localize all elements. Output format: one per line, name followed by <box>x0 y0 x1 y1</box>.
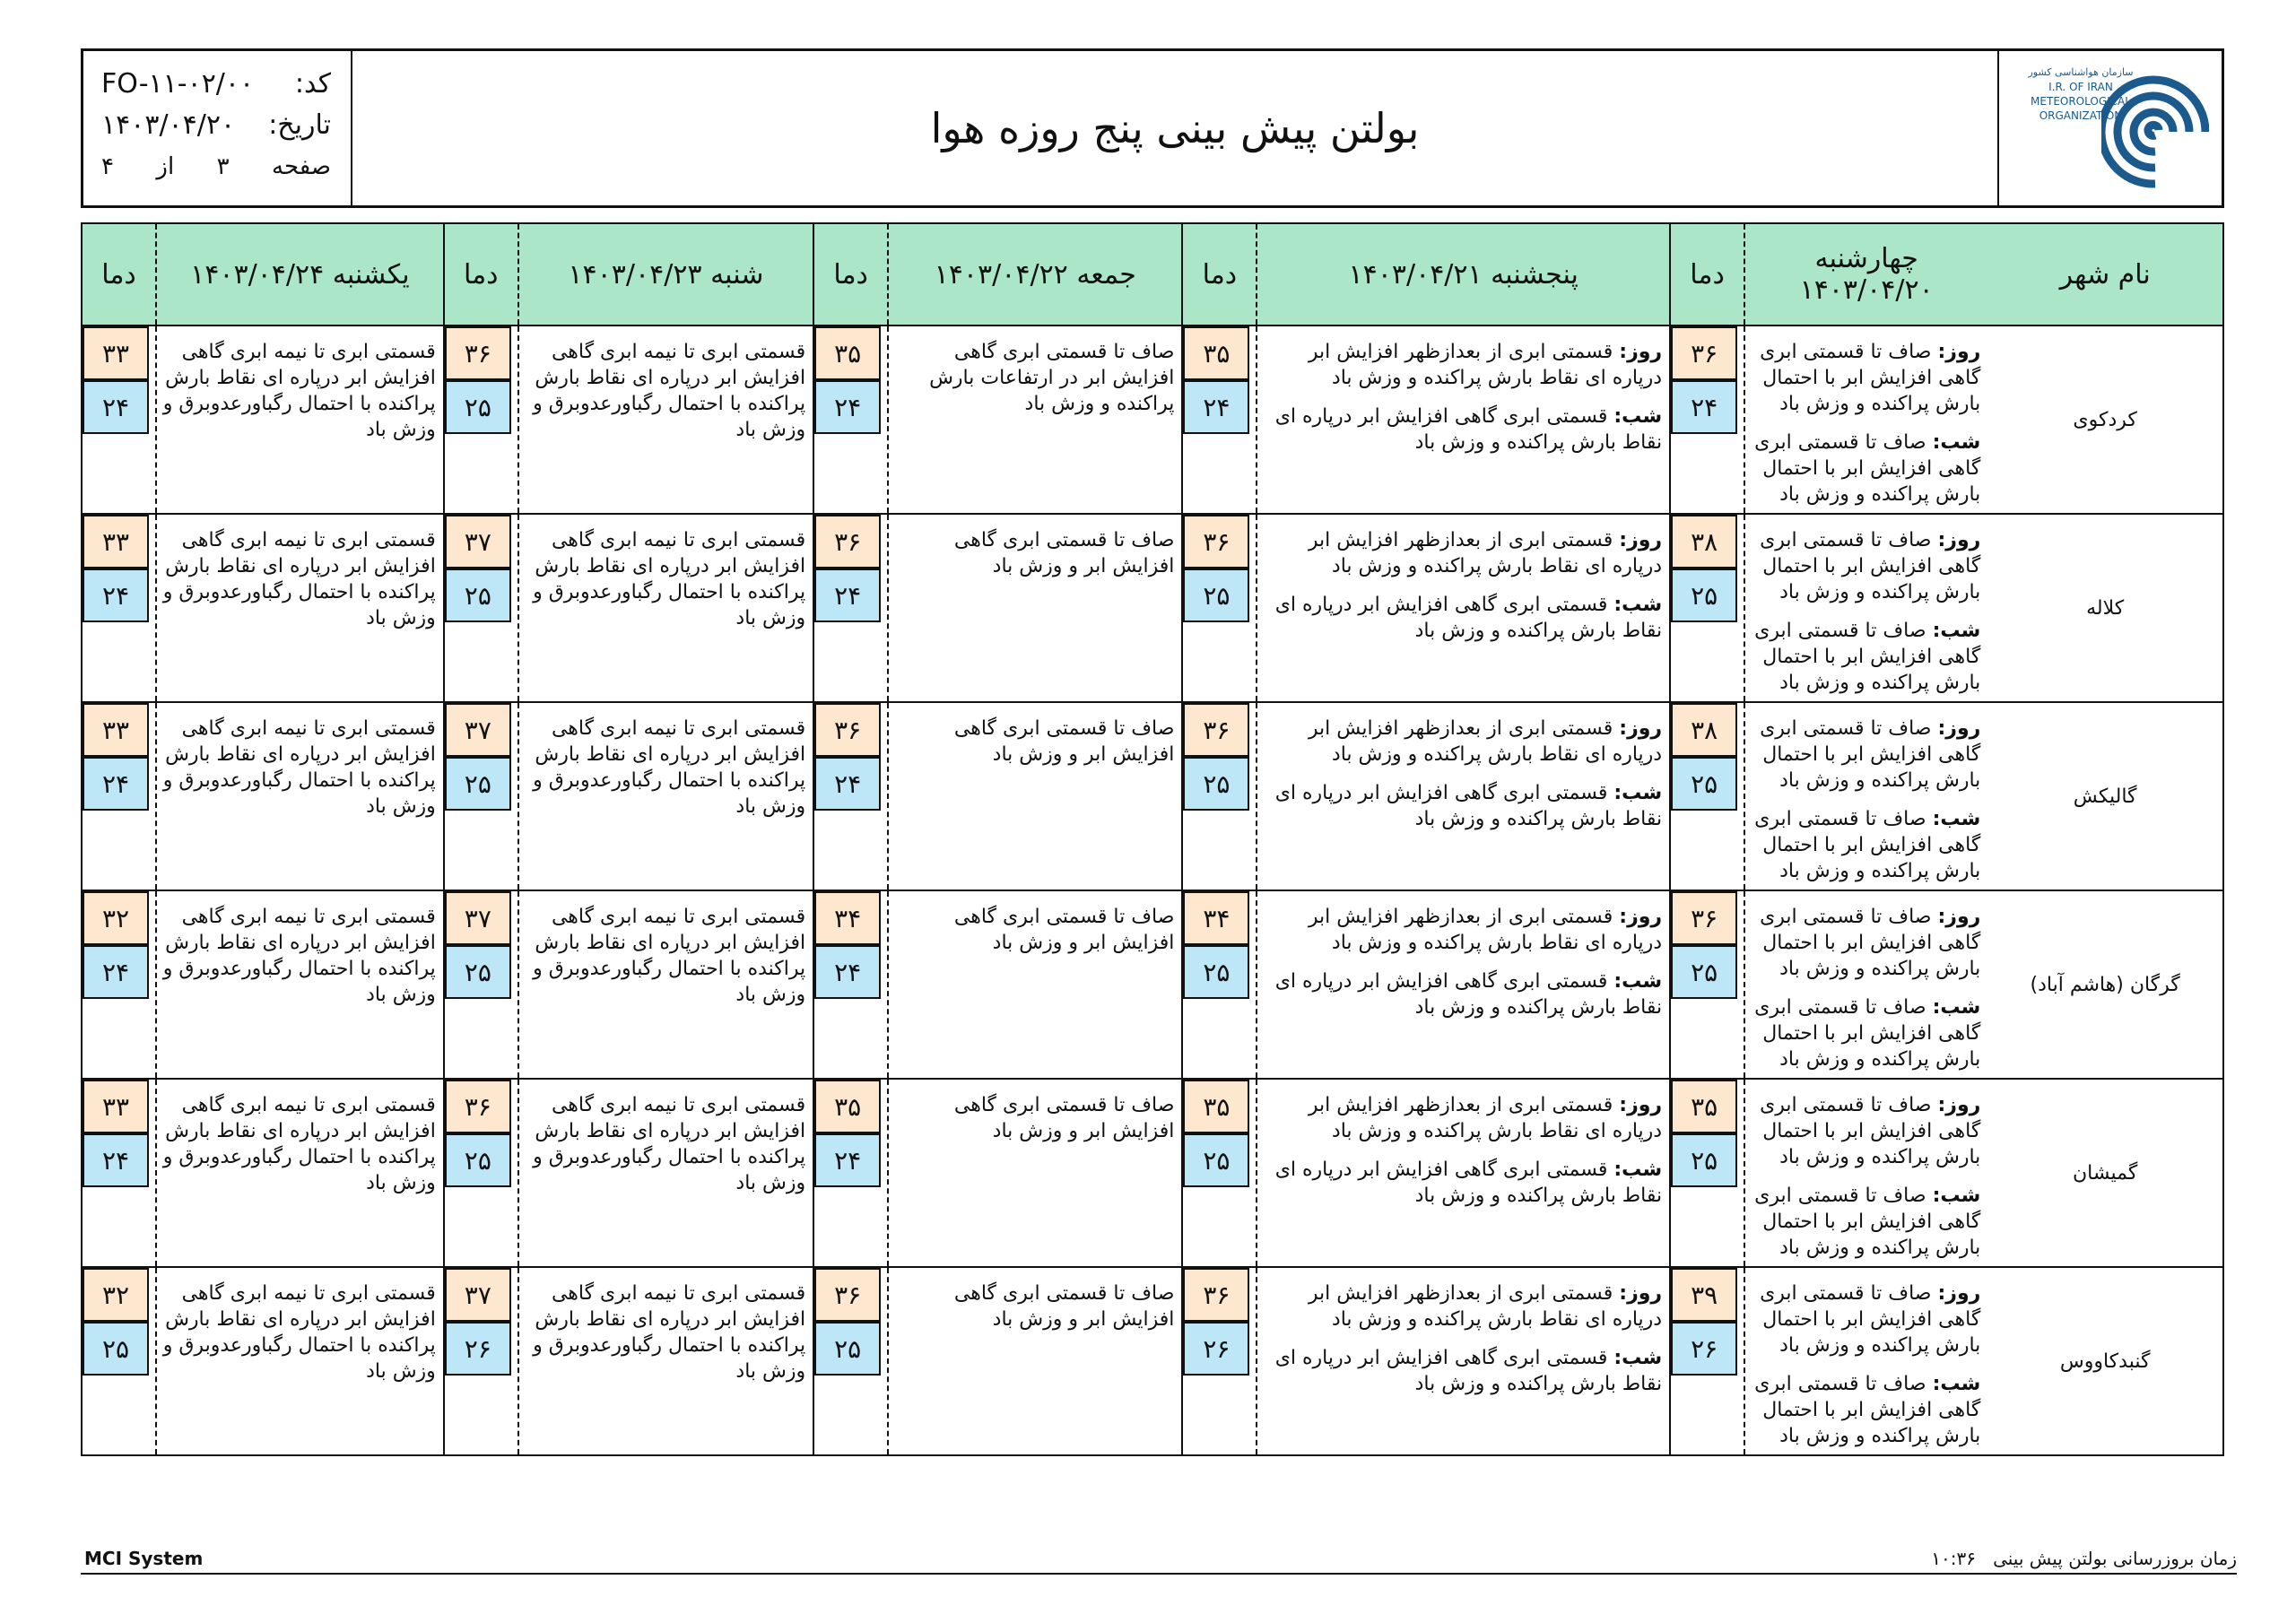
date-label: تاریخ: <box>268 109 331 141</box>
min-temp: ۲۵ <box>1671 945 1737 999</box>
max-temp: ۳۳ <box>83 326 149 380</box>
max-temp: ۳۴ <box>1183 891 1249 945</box>
max-temp: ۳۳ <box>83 703 149 757</box>
min-temp: ۲۵ <box>1671 568 1737 622</box>
max-temp: ۳۷ <box>445 703 511 757</box>
temp-cell <box>444 1267 518 1455</box>
day-text: صاف تا قسمتی ابری گاهی افزایش ابر در ارتفاعات بارش پراکنده و وزش باد <box>929 341 1175 415</box>
day-forecast <box>1263 527 1662 579</box>
max-temp: ۳۵ <box>814 326 881 380</box>
page-title: بولتن پیش بینی پنج روزه هوا <box>930 104 1420 152</box>
forecast-text <box>1745 1268 1987 1449</box>
logo-text: سازمان هواشناسی کشور I.R. OF IRAN METEOROLOGICAL ORGANIZATION <box>2028 66 2134 122</box>
forecast-text <box>519 891 813 1008</box>
day-text: قسمتی ابری تا نیمه ابری گاهی افزایش ابر درپاره ای نقاط بارش پراکنده با احتمال رگباورعدوبرق و وزش باد <box>533 906 806 1006</box>
forecast-cell <box>1257 325 1670 514</box>
city-name: کردکوی <box>1987 325 2223 514</box>
temp-cell <box>82 1079 156 1267</box>
night-forecast <box>1751 806 1980 884</box>
max-temp: ۳۲ <box>83 1268 149 1322</box>
night-forecast <box>1263 404 1662 456</box>
temp-cell <box>82 890 156 1079</box>
temp-cell <box>444 1079 518 1267</box>
day-text: صاف تا قسمتی ابری گاهی افزایش ابر و وزش باد <box>953 906 1175 954</box>
page-current: ۳ <box>216 153 230 180</box>
day-text: قسمتی ابری تا نیمه ابری گاهی افزایش ابر درپاره ای نقاط بارش پراکنده با احتمال رگباورعدوبرق و وزش باد <box>162 1282 436 1383</box>
temp-cell <box>444 702 518 890</box>
temp-cell <box>1670 1267 1744 1455</box>
min-temp: ۲۵ <box>1183 1133 1249 1187</box>
day-header-5: یکشنبه ۱۴۰۳/۰۴/۲۴ <box>156 223 444 325</box>
min-temp: ۲۵ <box>1671 1133 1737 1187</box>
max-temp: ۳۶ <box>1183 703 1249 757</box>
day-text: قسمتی ابری از بعدازظهر افزایش ابر درپاره ای نقاط بارش پراکنده و وزش باد <box>1308 529 1663 577</box>
forecast-text <box>519 703 813 820</box>
night-text: صاف تا قسمتی ابری گاهی افزایش ابر با احتمال بارش پراکنده و وزش باد <box>1754 620 1981 694</box>
temp-cell <box>1670 325 1744 514</box>
temp-cell <box>1670 890 1744 1079</box>
city-column-header: نام شهر <box>1987 223 2223 325</box>
forecast-text <box>1257 703 1669 832</box>
night-label: شب: <box>1932 996 1981 1019</box>
table-row <box>82 514 2223 702</box>
forecast-cell <box>1744 890 1987 1079</box>
forecast-text <box>519 515 813 631</box>
day-label: روز: <box>1937 341 1981 363</box>
max-temp: ۳۵ <box>1671 1080 1737 1133</box>
page-label: صفحه <box>272 153 331 180</box>
forecast-cell <box>1257 1079 1670 1267</box>
forecast-cell <box>518 890 813 1079</box>
min-temp: ۲۴ <box>814 380 881 434</box>
forecast-cell <box>1744 514 1987 702</box>
night-label: شب: <box>1613 782 1663 804</box>
update-label: زمان بروزرسانی بولتن پیش بینی <box>1993 1548 2237 1569</box>
night-text: صاف تا قسمتی ابری گاهی افزایش ابر با احتمال بارش پراکنده و وزش باد <box>1754 1185 1981 1259</box>
night-label: شب: <box>1932 1185 1981 1207</box>
forecast-text <box>157 515 443 631</box>
city-name: کلاله <box>1987 514 2223 702</box>
day-text: صاف تا قسمتی ابری گاهی افزایش ابر با احتمال بارش پراکنده و وزش باد <box>1760 1094 1981 1168</box>
day-forecast <box>1751 339 1980 417</box>
forecast-text <box>1745 326 1987 508</box>
day-forecast <box>1263 1092 1662 1144</box>
night-forecast <box>1751 994 1980 1072</box>
forecast-cell <box>888 1267 1182 1455</box>
day-forecast <box>1263 904 1662 956</box>
update-time: ۱۰:۳۶ <box>1931 1548 1977 1569</box>
night-label: شب: <box>1613 1159 1663 1181</box>
min-temp: ۲۵ <box>445 945 511 999</box>
forecast-text <box>157 703 443 820</box>
night-text: قسمتی ابری گاهی افزایش ابر درپاره ای نقاط بارش پراکنده و وزش باد <box>1274 782 1663 830</box>
min-temp: ۲۴ <box>83 380 149 434</box>
forecast-cell <box>1257 1267 1670 1455</box>
night-label: شب: <box>1932 808 1981 830</box>
forecast-cell <box>1744 702 1987 890</box>
temp-cell <box>813 514 888 702</box>
city-name: گنبدکاووس <box>1987 1267 2223 1455</box>
forecast-cell <box>518 702 813 890</box>
page-info <box>101 146 331 187</box>
document-info <box>83 51 352 205</box>
city-name: گمیشان <box>1987 1079 2223 1267</box>
min-temp: ۲۴ <box>1183 380 1249 434</box>
min-temp: ۲۴ <box>814 1133 881 1187</box>
max-temp: ۳۶ <box>1671 326 1737 380</box>
city-name: گرگان (هاشم آباد) <box>1987 890 2223 1079</box>
max-temp: ۳۳ <box>83 1080 149 1133</box>
min-temp: ۲۵ <box>445 568 511 622</box>
forecast-text <box>889 1268 1181 1332</box>
night-text: صاف تا قسمتی ابری گاهی افزایش ابر با احتمال بارش پراکنده و وزش باد <box>1754 808 1981 882</box>
night-label: شب: <box>1613 970 1663 993</box>
forecast-cell <box>1257 514 1670 702</box>
forecast-text <box>1257 891 1669 1020</box>
day-text: قسمتی ابری تا نیمه ابری گاهی افزایش ابر درپاره ای نقاط بارش پراکنده با احتمال رگباورعدوبرق و وزش باد <box>162 529 436 629</box>
max-temp: ۳۹ <box>1671 1268 1737 1322</box>
temp-cell <box>813 890 888 1079</box>
max-temp: ۳۷ <box>445 1268 511 1322</box>
forecast-text <box>519 1080 813 1196</box>
day-forecast <box>1751 527 1980 605</box>
forecast-text <box>1257 515 1669 644</box>
forecast-text <box>1745 1080 1987 1261</box>
night-forecast <box>1263 1345 1662 1397</box>
night-label: شب: <box>1932 1373 1981 1395</box>
night-forecast <box>1263 968 1662 1020</box>
forecast-cell <box>156 514 444 702</box>
day-header-3: جمعه ۱۴۰۳/۰۴/۲۲ <box>888 223 1182 325</box>
max-temp: ۳۲ <box>83 891 149 945</box>
min-temp: ۲۶ <box>445 1322 511 1376</box>
day-text: قسمتی ابری از بعدازظهر افزایش ابر درپاره ای نقاط بارش پراکنده و وزش باد <box>1308 906 1663 954</box>
temp-header-1: دما <box>1670 223 1744 325</box>
temp-cell <box>1182 1079 1257 1267</box>
night-forecast <box>1263 592 1662 644</box>
day-label: روز: <box>1937 906 1981 928</box>
forecast-table <box>81 222 2224 1456</box>
day-text: قسمتی ابری تا نیمه ابری گاهی افزایش ابر درپاره ای نقاط بارش پراکنده با احتمال رگباورعدوبرق و وزش باد <box>533 717 806 818</box>
temp-cell <box>813 1267 888 1455</box>
max-temp: ۳۷ <box>445 891 511 945</box>
spiral-logo-icon <box>2101 67 2209 193</box>
min-temp: ۲۵ <box>445 757 511 811</box>
day-label: روز: <box>1619 1282 1663 1305</box>
max-temp: ۳۴ <box>814 891 881 945</box>
temp-cell <box>1670 514 1744 702</box>
temp-cell <box>82 1267 156 1455</box>
forecast-text <box>889 1080 1181 1144</box>
max-temp: ۳۸ <box>1671 515 1737 568</box>
day-text: قسمتی ابری تا نیمه ابری گاهی افزایش ابر درپاره ای نقاط بارش پراکنده با احتمال رگباورعدوبرق و وزش باد <box>162 1094 436 1194</box>
night-text: صاف تا قسمتی ابری گاهی افزایش ابر با احتمال بارش پراکنده و وزش باد <box>1754 996 1981 1071</box>
forecast-cell <box>888 890 1182 1079</box>
day-header-4: شنبه ۱۴۰۳/۰۴/۲۳ <box>518 223 813 325</box>
min-temp: ۲۵ <box>1183 945 1249 999</box>
temp-cell <box>1182 325 1257 514</box>
forecast-cell <box>518 514 813 702</box>
day-text: صاف تا قسمتی ابری گاهی افزایش ابر با احتمال بارش پراکنده و وزش باد <box>1760 529 1981 603</box>
forecast-text <box>889 515 1181 579</box>
forecast-cell <box>156 890 444 1079</box>
max-temp: ۳۶ <box>445 1080 511 1133</box>
forecast-text <box>157 326 443 443</box>
night-text: قسمتی ابری گاهی افزایش ابر درپاره ای نقاط بارش پراکنده و وزش باد <box>1274 405 1663 454</box>
forecast-cell <box>156 325 444 514</box>
night-text: قسمتی ابری گاهی افزایش ابر درپاره ای نقاط بارش پراکنده و وزش باد <box>1274 594 1663 642</box>
min-temp: ۲۴ <box>83 945 149 999</box>
temp-cell <box>1182 890 1257 1079</box>
day-forecast <box>1751 1092 1980 1170</box>
date-value: ۱۴۰۳/۰۴/۲۰ <box>101 109 236 141</box>
system-name: MCI System <box>84 1548 204 1569</box>
forecast-cell <box>1744 325 1987 514</box>
night-forecast <box>1751 618 1980 696</box>
night-label: شب: <box>1932 620 1981 642</box>
bulletin-header <box>81 48 2224 208</box>
day-header-1: چهارشنبه ۱۴۰۳/۰۴/۲۰ <box>1744 223 1987 325</box>
table-row <box>82 702 2223 890</box>
forecast-text <box>1745 703 1987 884</box>
day-forecast <box>1751 716 1980 794</box>
day-text: صاف تا قسمتی ابری گاهی افزایش ابر با احتمال بارش پراکنده و وزش باد <box>1760 341 1981 415</box>
max-temp: ۳۷ <box>445 515 511 568</box>
forecast-text <box>519 1268 813 1384</box>
footer-divider <box>81 1573 2237 1575</box>
day-text: قسمتی ابری تا نیمه ابری گاهی افزایش ابر درپاره ای نقاط بارش پراکنده با احتمال رگباورعدوبرق و وزش باد <box>162 717 436 818</box>
min-temp: ۲۴ <box>814 757 881 811</box>
max-temp: ۳۵ <box>1183 1080 1249 1133</box>
day-text: قسمتی ابری از بعدازظهر افزایش ابر درپاره ای نقاط بارش پراکنده و وزش باد <box>1308 341 1663 389</box>
max-temp: ۳۵ <box>814 1080 881 1133</box>
forecast-text <box>157 891 443 1008</box>
temp-cell <box>813 1079 888 1267</box>
min-temp: ۲۵ <box>814 1322 881 1376</box>
day-text: قسمتی ابری از بعدازظهر افزایش ابر درپاره ای نقاط بارش پراکنده و وزش باد <box>1308 1094 1663 1142</box>
min-temp: ۲۴ <box>83 757 149 811</box>
max-temp: ۳۶ <box>814 515 881 568</box>
forecast-text <box>157 1268 443 1384</box>
max-temp: ۳۳ <box>83 515 149 568</box>
day-text: قسمتی ابری تا نیمه ابری گاهی افزایش ابر درپاره ای نقاط بارش پراکنده با احتمال رگباورعدوبرق و وزش باد <box>533 1094 806 1194</box>
day-text: صاف تا قسمتی ابری گاهی افزایش ابر و وزش باد <box>953 1282 1175 1331</box>
max-temp: ۳۶ <box>445 326 511 380</box>
day-label: روز: <box>1937 1094 1981 1116</box>
night-text: صاف تا قسمتی ابری گاهی افزایش ابر با احتمال بارش پراکنده و وزش باد <box>1754 431 1981 506</box>
day-label: روز: <box>1619 341 1663 363</box>
min-temp: ۲۵ <box>1183 568 1249 622</box>
day-forecast <box>1263 1280 1662 1332</box>
forecast-cell <box>1257 702 1670 890</box>
forecast-text <box>1257 1080 1669 1209</box>
temp-header-4: دما <box>444 223 518 325</box>
forecast-cell <box>888 1079 1182 1267</box>
day-text: قسمتی ابری از بعدازظهر افزایش ابر درپاره ای نقاط بارش پراکنده و وزش باد <box>1308 717 1663 766</box>
night-forecast <box>1263 780 1662 832</box>
max-temp: ۳۶ <box>814 703 881 757</box>
day-label: روز: <box>1619 1094 1663 1116</box>
forecast-cell <box>888 702 1182 890</box>
min-temp: ۲۵ <box>445 1133 511 1187</box>
code-value: FO-۱۱-۰۲/۰۰ <box>101 68 255 100</box>
temp-header-5: دما <box>82 223 156 325</box>
day-text: قسمتی ابری تا نیمه ابری گاهی افزایش ابر درپاره ای نقاط بارش پراکنده با احتمال رگباورعدوبرق و وزش باد <box>533 529 806 629</box>
min-temp: ۲۵ <box>445 380 511 434</box>
temp-cell <box>1182 1267 1257 1455</box>
min-temp: ۲۴ <box>814 568 881 622</box>
forecast-text <box>519 326 813 443</box>
day-forecast <box>1263 716 1662 768</box>
day-text: قسمتی ابری از بعدازظهر افزایش ابر درپاره ای نقاط بارش پراکنده و وزش باد <box>1308 1282 1663 1331</box>
temp-cell <box>82 702 156 890</box>
min-temp: ۲۶ <box>1671 1322 1737 1376</box>
day-label: روز: <box>1619 717 1663 740</box>
code-label: کد: <box>294 68 331 100</box>
forecast-cell <box>888 325 1182 514</box>
forecast-text <box>1745 891 1987 1072</box>
forecast-text <box>889 326 1181 417</box>
forecast-text <box>889 703 1181 768</box>
forecast-text <box>889 891 1181 956</box>
forecast-cell <box>156 1079 444 1267</box>
min-temp: ۲۴ <box>1671 380 1737 434</box>
max-temp: ۳۶ <box>1183 1268 1249 1322</box>
temp-cell <box>1182 702 1257 890</box>
forecast-cell <box>518 1267 813 1455</box>
forecast-cell <box>518 325 813 514</box>
min-temp: ۲۶ <box>1183 1322 1249 1376</box>
temp-header-2: دما <box>1182 223 1257 325</box>
max-temp: ۳۶ <box>814 1268 881 1322</box>
organization-logo <box>1997 51 2222 205</box>
night-label: شب: <box>1613 1347 1663 1369</box>
table-header-row <box>82 223 2223 325</box>
temp-header-3: دما <box>813 223 888 325</box>
min-temp: ۲۴ <box>83 568 149 622</box>
max-temp: ۳۶ <box>1671 891 1737 945</box>
forecast-text <box>157 1080 443 1196</box>
day-label: روز: <box>1937 717 1981 740</box>
day-text: صاف تا قسمتی ابری گاهی افزایش ابر و وزش باد <box>953 1094 1175 1142</box>
temp-cell <box>813 325 888 514</box>
day-forecast <box>1751 904 1980 982</box>
temp-cell <box>82 514 156 702</box>
forecast-cell <box>518 1079 813 1267</box>
forecast-cell <box>1257 890 1670 1079</box>
max-temp: ۳۵ <box>1183 326 1249 380</box>
forecast-cell <box>1744 1267 1987 1455</box>
day-text: قسمتی ابری تا نیمه ابری گاهی افزایش ابر درپاره ای نقاط بارش پراکنده با احتمال رگباورعدوبرق و وزش باد <box>533 1282 806 1383</box>
table-row <box>82 1079 2223 1267</box>
day-label: روز: <box>1619 906 1663 928</box>
forecast-text <box>1745 515 1987 696</box>
min-temp: ۲۵ <box>1671 757 1737 811</box>
night-forecast <box>1751 1183 1980 1261</box>
night-forecast <box>1751 430 1980 508</box>
temp-cell <box>444 514 518 702</box>
city-name: گالیکش <box>1987 702 2223 890</box>
day-label: روز: <box>1937 1282 1981 1305</box>
min-temp: ۲۵ <box>1183 757 1249 811</box>
forecast-text <box>1257 326 1669 456</box>
day-text: صاف تا قسمتی ابری گاهی افزایش ابر با احتمال بارش پراکنده و وزش باد <box>1760 906 1981 980</box>
day-text: صاف تا قسمتی ابری گاهی افزایش ابر با احتمال بارش پراکنده و وزش باد <box>1760 1282 1981 1357</box>
forecast-cell <box>888 514 1182 702</box>
table-row <box>82 325 2223 514</box>
day-text: قسمتی ابری تا نیمه ابری گاهی افزایش ابر درپاره ای نقاط بارش پراکنده با احتمال رگباورعدوبرق و وزش باد <box>162 341 436 441</box>
night-label: شب: <box>1932 431 1981 454</box>
day-forecast <box>1263 339 1662 391</box>
forecast-cell <box>1744 1079 1987 1267</box>
night-text: قسمتی ابری گاهی افزایش ابر درپاره ای نقاط بارش پراکنده و وزش باد <box>1274 970 1663 1019</box>
day-text: قسمتی ابری تا نیمه ابری گاهی افزایش ابر درپاره ای نقاط بارش پراکنده با احتمال رگباورعدوبرق و وزش باد <box>533 341 806 441</box>
day-label: روز: <box>1937 529 1981 551</box>
night-forecast <box>1751 1371 1980 1449</box>
max-temp: ۳۸ <box>1671 703 1737 757</box>
temp-cell <box>444 325 518 514</box>
temp-cell <box>82 325 156 514</box>
day-text: صاف تا قسمتی ابری گاهی افزایش ابر با احتمال بارش پراکنده و وزش باد <box>1760 717 1981 792</box>
forecast-cell <box>156 1267 444 1455</box>
update-info <box>1931 1548 2237 1569</box>
day-label: روز: <box>1619 529 1663 551</box>
page-of: از <box>156 153 175 180</box>
temp-cell <box>813 702 888 890</box>
temp-cell <box>1670 1079 1744 1267</box>
min-temp: ۲۴ <box>814 945 881 999</box>
temp-cell <box>1182 514 1257 702</box>
page-total: ۴ <box>101 153 114 180</box>
day-header-2: پنجشنبه ۱۴۰۳/۰۴/۲۱ <box>1257 223 1670 325</box>
day-forecast <box>1751 1280 1980 1358</box>
table-body <box>82 325 2223 1455</box>
day-text: صاف تا قسمتی ابری گاهی افزایش ابر و وزش باد <box>953 529 1175 577</box>
min-temp: ۲۵ <box>83 1322 149 1376</box>
night-label: شب: <box>1613 594 1663 616</box>
night-label: شب: <box>1613 405 1663 428</box>
forecast-text <box>1257 1268 1669 1397</box>
table-row <box>82 1267 2223 1455</box>
night-text: قسمتی ابری گاهی افزایش ابر درپاره ای نقاط بارش پراکنده و وزش باد <box>1274 1159 1663 1207</box>
night-forecast <box>1263 1157 1662 1209</box>
min-temp: ۲۴ <box>83 1133 149 1187</box>
max-temp: ۳۶ <box>1183 515 1249 568</box>
temp-cell <box>444 890 518 1079</box>
day-text: قسمتی ابری تا نیمه ابری گاهی افزایش ابر درپاره ای نقاط بارش پراکنده با احتمال رگباورعدوبرق و وزش باد <box>162 906 436 1006</box>
table-row <box>82 890 2223 1079</box>
night-text: قسمتی ابری گاهی افزایش ابر درپاره ای نقاط بارش پراکنده و وزش باد <box>1274 1347 1663 1395</box>
temp-cell <box>1670 702 1744 890</box>
day-text: صاف تا قسمتی ابری گاهی افزایش ابر و وزش باد <box>953 717 1175 766</box>
night-text: صاف تا قسمتی ابری گاهی افزایش ابر با احتمال بارش پراکنده و وزش باد <box>1754 1373 1981 1447</box>
forecast-cell <box>156 702 444 890</box>
